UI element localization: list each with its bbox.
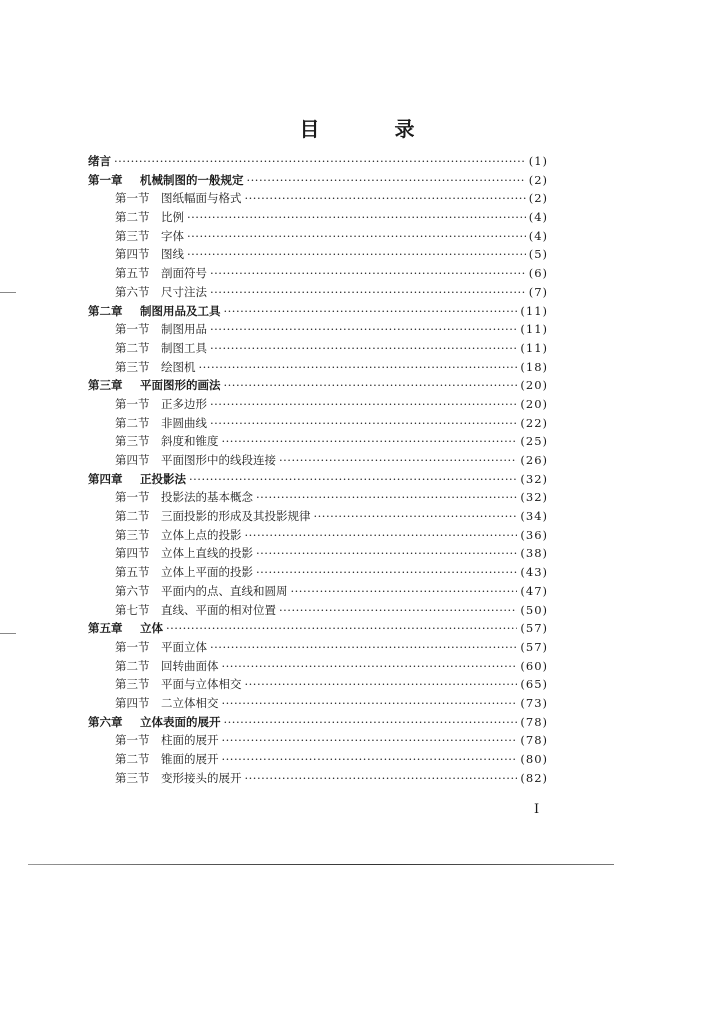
toc-section-row[interactable] <box>88 451 548 470</box>
toc-entry-number: 第二节 <box>115 509 150 524</box>
toc-entry-title: 平面与立体相交 <box>161 677 242 692</box>
toc-entry-number: 第一章 <box>88 172 123 187</box>
toc-chapter-row[interactable] <box>88 470 548 489</box>
toc-entry-title: 制图工具 <box>161 340 207 355</box>
toc-entry-title: 立体表面的展开 <box>140 714 221 729</box>
toc-page-number: (6) <box>528 266 548 281</box>
toc-entry-number: 第一节 <box>115 639 150 654</box>
toc-page-number: (50) <box>520 602 548 617</box>
toc-entry-number: 第四节 <box>115 695 150 710</box>
toc-chapter-row[interactable] <box>88 171 548 190</box>
toc-page-number: (5) <box>528 247 548 262</box>
page-title: 目 录 <box>299 117 449 141</box>
toc-entry-number: 第一节 <box>115 490 150 505</box>
toc-entry-title: 图线 <box>161 247 184 262</box>
toc-section-row[interactable] <box>88 563 548 582</box>
toc-entry-number: 第一节 <box>115 322 150 337</box>
toc-entry-title: 二立体相交 <box>161 695 219 710</box>
toc-page-number: (4) <box>528 228 548 243</box>
toc-leader-dots <box>256 544 517 563</box>
toc-leader-dots <box>224 376 518 395</box>
toc-entry-number: 绪言 <box>88 154 111 168</box>
toc-page-number: (60) <box>520 658 548 673</box>
toc-entry-title: 正投影法 <box>140 471 186 486</box>
toc-section-row[interactable] <box>88 414 548 433</box>
toc-entry-number: 第四节 <box>115 247 150 262</box>
toc-entry-number: 第一节 <box>115 733 150 748</box>
toc-section-row[interactable] <box>88 245 548 264</box>
toc-leader-dots <box>114 152 526 171</box>
toc-entry-title: 变形接头的展开 <box>161 770 242 785</box>
toc-entry-title: 制图用品及工具 <box>140 303 221 318</box>
toc-entry-number: 第三章 <box>88 378 123 393</box>
toc-entry-title: 绘图机 <box>161 359 196 374</box>
toc-section-row[interactable] <box>88 750 548 769</box>
left-margin-mark <box>0 292 16 293</box>
toc-entry-title: 平面内的点、直线和圆周 <box>161 583 288 598</box>
toc-page-number: (32) <box>520 490 548 505</box>
toc-section-row[interactable] <box>88 675 548 694</box>
left-margin-mark <box>0 633 16 634</box>
toc-entry-title: 柱面的展开 <box>161 733 219 748</box>
toc-leader-dots <box>189 470 517 489</box>
toc-page-number: (11) <box>520 340 548 355</box>
toc-entry-title: 立体上直线的投影 <box>161 546 253 561</box>
toc-entry-title: 立体上点的投影 <box>161 527 242 542</box>
bottom-scan-rule <box>28 864 614 865</box>
toc-entry-title: 三面投影的形成及其投影规律 <box>161 509 311 524</box>
toc-entry-number: 第六章 <box>88 714 123 729</box>
toc-page-number: (18) <box>520 359 548 374</box>
toc-entry-title: 直线、平面的相对位置 <box>161 602 276 617</box>
toc-entry-number: 第二节 <box>115 658 150 673</box>
toc-section-row[interactable] <box>88 264 548 283</box>
toc-page-number: (25) <box>520 434 548 449</box>
toc-page-number: (7) <box>528 284 548 299</box>
toc-chapter-row[interactable] <box>88 302 548 321</box>
toc-page-number: (43) <box>520 565 548 580</box>
toc-section-row[interactable] <box>88 395 548 414</box>
toc-leader-dots <box>245 769 518 788</box>
toc-section-row[interactable] <box>88 432 548 451</box>
toc-leader-dots <box>245 675 518 694</box>
toc-entry-number: 第二章 <box>88 303 123 318</box>
toc-leader-dots <box>224 302 518 321</box>
toc-section-row[interactable] <box>88 208 548 227</box>
toc-leader-dots <box>210 414 517 433</box>
toc-leader-dots <box>210 395 517 414</box>
toc-entry-title: 制图用品 <box>161 322 207 337</box>
toc-section-row[interactable] <box>88 526 548 545</box>
toc-leader-dots <box>291 582 518 601</box>
toc-entry-number: 第二节 <box>115 340 150 355</box>
toc-entry-number: 第四节 <box>115 546 150 561</box>
toc-page-number: (11) <box>520 303 548 318</box>
toc-leader-dots <box>279 451 517 470</box>
toc-entry-title: 立体上平面的投影 <box>161 565 253 580</box>
toc-page-number: (22) <box>520 415 548 430</box>
toc-leader-dots <box>199 358 518 377</box>
toc-leader-dots <box>222 750 518 769</box>
toc-entry-number: 第五节 <box>115 266 150 281</box>
toc-entry-title: 尺寸注法 <box>161 284 207 299</box>
toc-entry-title: 比例 <box>161 210 184 225</box>
toc-leader-dots <box>187 208 526 227</box>
toc-page-number: (78) <box>520 733 548 748</box>
toc-section-row[interactable] <box>88 507 548 526</box>
toc-section-row[interactable] <box>88 694 548 713</box>
toc-entry-number: 第二节 <box>115 210 150 225</box>
toc-entry-number: 第四节 <box>115 453 150 467</box>
toc-chapter-row[interactable] <box>88 713 548 732</box>
toc-entry-title: 平面立体 <box>161 639 207 654</box>
toc-entry-title: 斜度和锥度 <box>161 434 219 449</box>
toc-page-number: (2) <box>528 172 548 187</box>
toc-entry-number: 第四章 <box>88 471 123 486</box>
toc-section-row[interactable] <box>88 320 548 339</box>
toc-entry-number: 第三节 <box>115 228 150 243</box>
toc-leader-dots <box>245 526 518 545</box>
toc-page-number: (47) <box>520 583 548 598</box>
toc-leader-dots <box>314 507 518 526</box>
toc-entry-number: 第六节 <box>115 583 150 598</box>
toc-page-number: (65) <box>520 677 548 692</box>
toc-section-row[interactable] <box>88 488 548 507</box>
toc-entry-number: 第三节 <box>115 677 150 692</box>
toc-page-number: (34) <box>520 509 548 524</box>
toc-entry-number: 第三节 <box>115 770 150 785</box>
table-of-contents <box>88 152 548 787</box>
toc-section-row[interactable] <box>88 769 548 788</box>
toc-page-number: (11) <box>520 322 548 337</box>
toc-entry-title: 平面图形中的线段连接 <box>161 453 276 467</box>
toc-entry-title: 图纸幅面与格式 <box>161 191 242 206</box>
toc-leader-dots <box>187 227 526 246</box>
toc-page-number: (20) <box>520 378 548 393</box>
toc-page-number: (36) <box>520 527 548 542</box>
toc-page-number: (57) <box>520 639 548 654</box>
toc-section-row[interactable] <box>88 227 548 246</box>
toc-leader-dots <box>245 189 526 208</box>
toc-section-row[interactable] <box>88 731 548 750</box>
toc-entry-number: 第五章 <box>88 621 123 636</box>
toc-entry-number: 第五节 <box>115 565 150 580</box>
toc-page-number: (4) <box>528 210 548 225</box>
toc-section-row[interactable] <box>88 339 548 358</box>
toc-leader-dots <box>166 619 517 638</box>
toc-page-number: (1) <box>528 154 548 168</box>
toc-chapter-row[interactable] <box>88 152 548 171</box>
toc-leader-dots <box>279 601 517 620</box>
toc-entry-number: 第一节 <box>115 191 150 206</box>
toc-chapter-row[interactable] <box>88 376 548 395</box>
toc-leader-dots <box>210 320 517 339</box>
toc-leader-dots <box>224 713 518 732</box>
toc-chapter-row[interactable] <box>88 619 548 638</box>
toc-page-number: (38) <box>520 546 548 561</box>
toc-section-row[interactable] <box>88 638 548 657</box>
toc-entry-title: 锥面的展开 <box>161 752 219 766</box>
toc-page-number: (82) <box>520 770 548 785</box>
toc-leader-dots <box>222 731 518 750</box>
toc-page-number: (80) <box>520 752 548 766</box>
toc-leader-dots <box>222 694 518 713</box>
toc-entry-number: 第二节 <box>115 415 150 430</box>
toc-section-row[interactable] <box>88 582 548 601</box>
toc-leader-dots <box>210 283 526 302</box>
toc-section-row[interactable] <box>88 189 548 208</box>
toc-entry-title: 剖面符号 <box>161 266 207 281</box>
toc-entry-title: 投影法的基本概念 <box>161 490 253 505</box>
toc-entry-number: 第三节 <box>115 434 150 449</box>
toc-entry-number: 第七节 <box>115 602 150 617</box>
toc-entry-title: 字体 <box>161 228 184 243</box>
toc-entry-number: 第六节 <box>115 284 150 299</box>
toc-leader-dots <box>210 264 526 283</box>
toc-section-row[interactable] <box>88 601 548 620</box>
page-number: I <box>534 802 540 817</box>
toc-leader-dots <box>210 638 517 657</box>
toc-entry-title: 非圆曲线 <box>161 415 207 430</box>
toc-entry-number: 第一节 <box>115 396 150 411</box>
toc-leader-dots <box>247 171 526 190</box>
toc-page-number: (26) <box>520 453 548 467</box>
toc-entry-title: 回转曲面体 <box>161 658 219 673</box>
toc-entry-number: 第三节 <box>115 527 150 542</box>
toc-entry-title: 正多边形 <box>161 396 207 411</box>
toc-section-row[interactable] <box>88 657 548 676</box>
toc-section-row[interactable] <box>88 544 548 563</box>
toc-page-number: (73) <box>520 695 548 710</box>
toc-leader-dots <box>222 432 518 451</box>
toc-leader-dots <box>256 563 517 582</box>
toc-leader-dots <box>187 245 526 264</box>
toc-page-number: (2) <box>528 191 548 206</box>
toc-entry-title: 机械制图的一般规定 <box>140 172 244 187</box>
toc-page-number: (32) <box>520 471 548 486</box>
toc-leader-dots <box>210 339 517 358</box>
toc-entry-number: 第二节 <box>115 752 150 766</box>
toc-leader-dots <box>222 657 518 676</box>
toc-entry-title: 平面图形的画法 <box>140 378 221 393</box>
toc-page-number: (57) <box>520 621 548 636</box>
toc-page-number: (20) <box>520 396 548 411</box>
toc-section-row[interactable] <box>88 283 548 302</box>
toc-page-number: (78) <box>520 714 548 729</box>
toc-leader-dots <box>256 488 517 507</box>
toc-section-row[interactable] <box>88 358 548 377</box>
toc-entry-title: 立体 <box>140 621 163 636</box>
toc-entry-number: 第三节 <box>115 359 150 374</box>
